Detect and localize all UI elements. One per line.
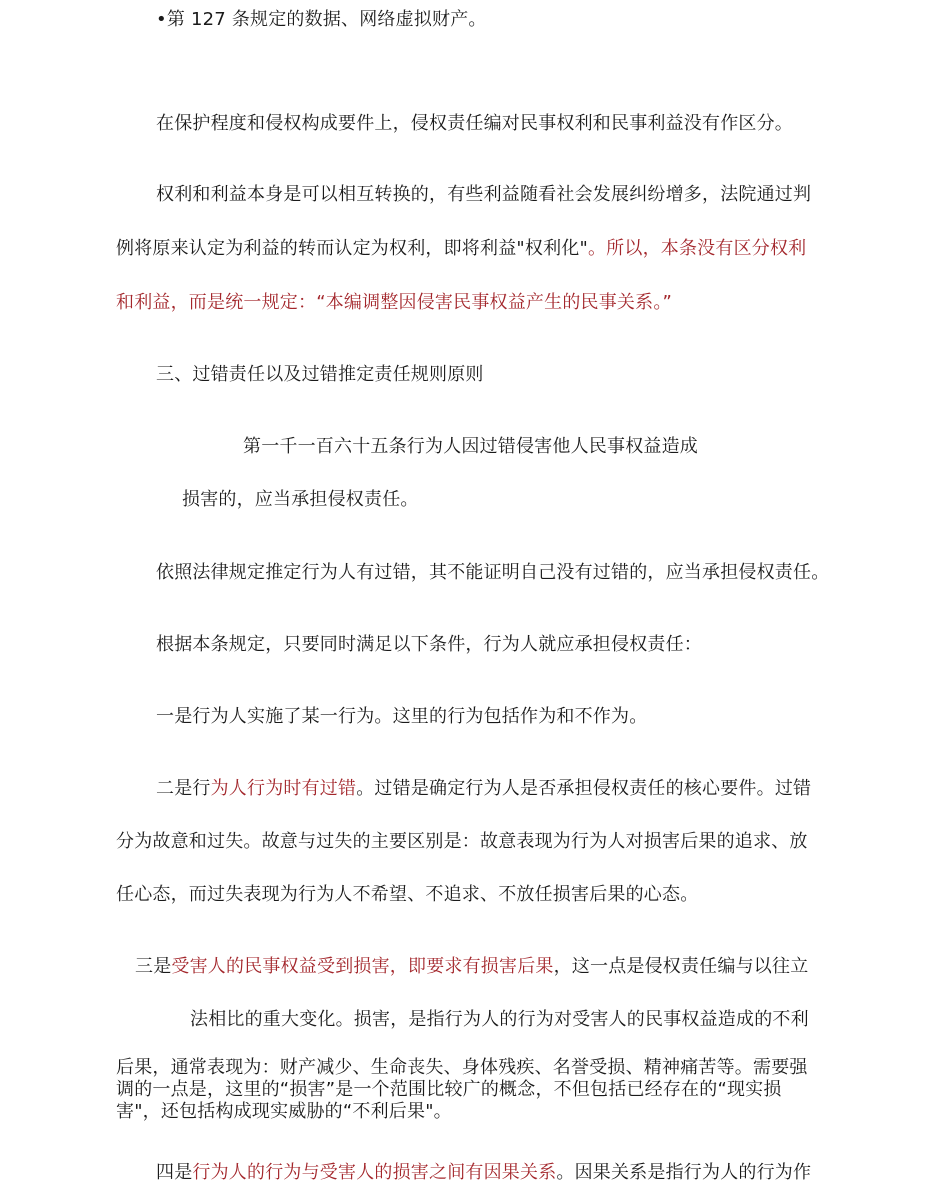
paragraph-line: 任心态，而过失表现为行为人不希望、不追求、不放任损害后果的心态。 <box>116 884 699 905</box>
paragraph-line: 权利和利益本身是可以相互转换的，有些利益随看社会发展纠纷增多，法院通过判 <box>156 184 812 205</box>
highlighted-text-run: 为人行为时有过错 <box>210 778 357 799</box>
highlighted-text-run: 行为人的行为与受害人的损害之间有因果关系 <box>192 1162 557 1183</box>
text-run: 四是 <box>156 1162 193 1183</box>
paragraph-line: •第 127 条规定的数据、网络虚拟财产。 <box>156 9 487 30</box>
text-run: 三是 <box>135 956 172 977</box>
section-heading: 三、过错责任以及过错推定责任规则原则 <box>156 364 484 385</box>
text-run: 例将原来认定为利益的转而认定为权利，即将利益"权利化" <box>116 238 588 259</box>
highlighted-text-run: 。所以，本条没有区分权利 <box>587 238 807 259</box>
article-title: 第一千一百六十五条行为人因过错侵害他人民事权益造成 <box>243 436 698 457</box>
paragraph-line: 在保护程度和侵权构成要件上，侵权责任编对民事权利和民事利益没有作区分。 <box>156 113 793 134</box>
article-title-continued: 损害的，应当承担侵权责任。 <box>182 489 419 510</box>
paragraph-line: 根据本条规定，只要同时满足以下条件，行为人就应承担侵权责任： <box>156 634 702 655</box>
paragraph-line <box>116 238 806 260</box>
text-run: ，这一点是侵权责任编与以往立 <box>553 956 809 977</box>
paragraph-line: 一是行为人实施了某一行为。这里的行为包括作为和不作为。 <box>156 706 648 727</box>
paragraph-line: 依照法律规定推定行为人有过错，其不能证明自己没有过错的，应当承担侵权责任。 <box>156 562 830 583</box>
paragraph-line: 分为故意和过失。故意与过失的主要区别是：故意表现为行为人对损害后果的追求、放 <box>116 831 808 852</box>
paragraph-line: 害"，还包括构成现实威胁的“不利后果"。 <box>116 1101 452 1122</box>
paragraph-line: 法相比的重大变化。损害，是指行为人的行为对受害人的民事权益造成的不利 <box>190 1009 809 1030</box>
paragraph-line: 后果，通常表现为：财产减少、生命丧失、身体残疾、名誉受损、精神痛苦等。需要强 <box>116 1057 808 1078</box>
paragraph-line: 调的一点是，这里的“损害”是一个范围比较广的概念，不但包括已经存在的“现实损 <box>116 1079 782 1100</box>
highlighted-paragraph-line: 和利益，而是统一规定：“本编调整因侵害民事权益产生的民事关系。” <box>116 292 673 313</box>
text-run: 二是行 <box>156 778 211 799</box>
text-run: 。过错是确定行为人是否承担侵权责任的核心要件。过错 <box>356 778 812 799</box>
paragraph-line <box>156 778 811 800</box>
paragraph-line <box>156 1162 811 1184</box>
highlighted-text-run: 受害人的民事权益受到损害，即要求有损害后果 <box>171 956 554 977</box>
text-run: 。因果关系是指行为人的行为作 <box>556 1162 812 1183</box>
paragraph-line <box>135 956 808 978</box>
